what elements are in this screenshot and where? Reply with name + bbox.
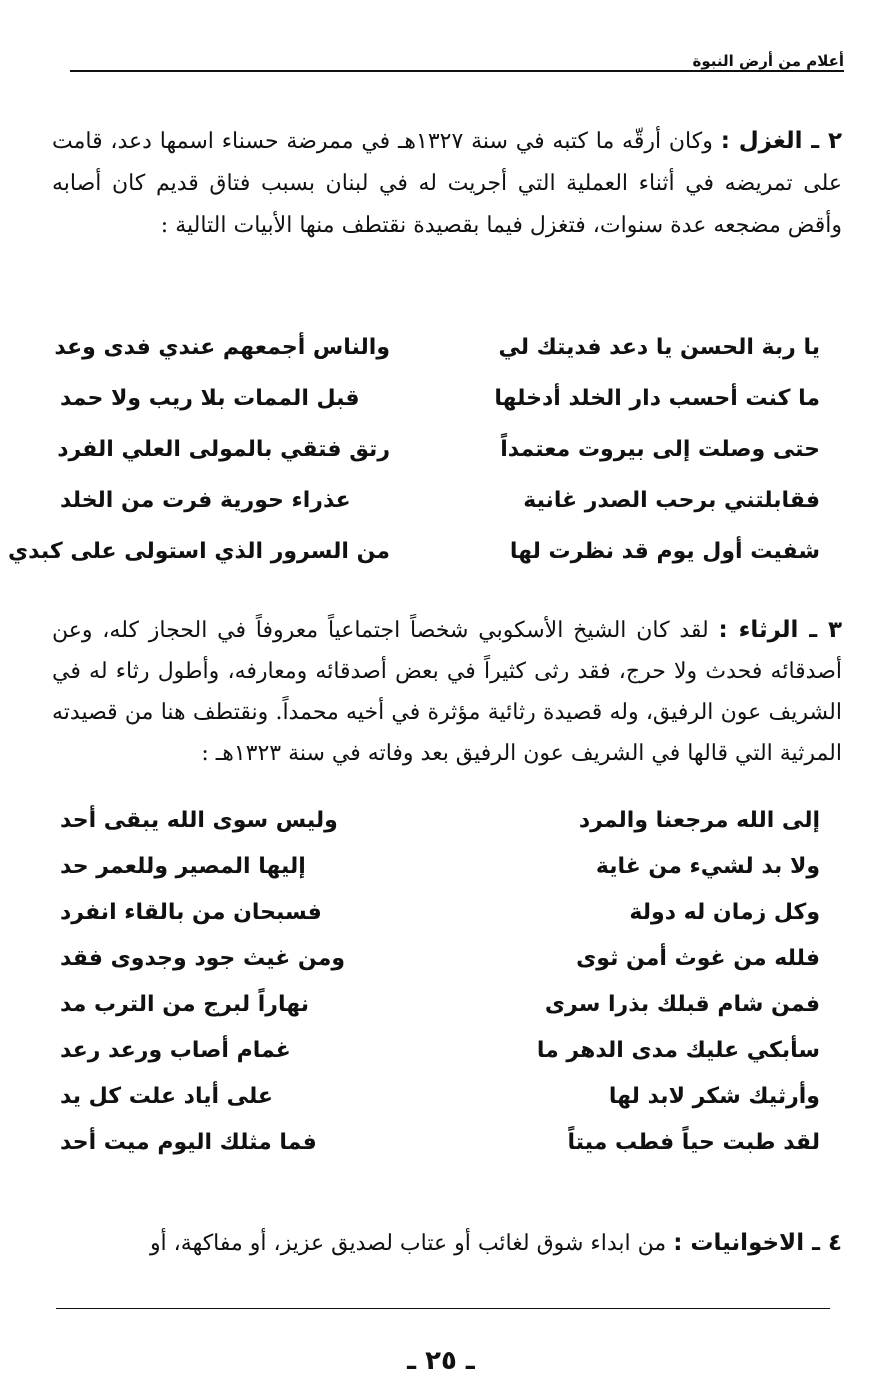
ghazal-paragraph <box>52 120 842 247</box>
verse-second-hemistich: غمام أصاب ورعد رعد <box>60 1037 291 1063</box>
verse-second-hemistich: إليها المصير وللعمر حد <box>60 853 306 879</box>
ghazal-text: وكان أرقّه ما كتبه في سنة ١٣٢٧هـ في ممرضة حسناء اسمها دعد، قامت على تمريضه في أثناء العملية التي أجريت له في لبنان بسبب فتاق قديم كان أصابه وأقض مضجعه عدة سنوات، فتغزل فيما بقصيدة نقتطف منها الأبيات التالية : <box>52 129 842 238</box>
poem-verse <box>60 1027 820 1073</box>
verse-first-hemistich: فقابلتني برحب الصدر غانية <box>523 488 820 513</box>
ghazal-heading: ٢ ـ الغزل : <box>720 128 843 154</box>
verse-second-hemistich: قبل الممات بلا ريب ولا حمد <box>60 386 360 411</box>
poem-verse <box>60 1119 820 1165</box>
verse-second-hemistich: على أياد علت كل يد <box>60 1083 273 1109</box>
verse-first-hemistich: شفيت أول يوم قد نظرت لها <box>509 539 820 564</box>
verse-first-hemistich: فلله من غوث أمن ثوى <box>576 945 820 971</box>
verse-second-hemistich: والناس أجمعهم عندي فدى وعد <box>54 335 390 360</box>
verse-second-hemistich: من السرور الذي استولى على كبدي <box>8 539 390 564</box>
verse-second-hemistich: فما مثلك اليوم ميت أحد <box>60 1129 317 1155</box>
poem-verse <box>8 526 820 577</box>
poem-verse <box>60 797 820 843</box>
verse-second-hemistich: رتق فتقي بالمولى العلي الفرد <box>57 437 390 462</box>
running-title: أعلام من أرض النبوة <box>692 52 844 70</box>
verse-second-hemistich: نهاراً لبرج من الترب مد <box>60 991 309 1017</box>
footer-rule <box>56 1308 830 1309</box>
poem-verse <box>60 1073 820 1119</box>
ikhwaniyat-paragraph <box>52 1222 842 1265</box>
ikhwaniyat-heading: ٤ ـ الاخوانيات : <box>673 1230 842 1256</box>
verse-first-hemistich: وأرثيك شكر لابد لها <box>608 1083 820 1109</box>
verse-first-hemistich: فمن شام قبلك بذرا سرى <box>544 991 820 1017</box>
ritha-paragraph <box>52 610 842 774</box>
verse-first-hemistich: وكل زمان له دولة <box>629 899 820 925</box>
verse-second-hemistich: ومن غيث جود وجدوى فقد <box>60 945 345 971</box>
verse-second-hemistich: وليس سوى الله يبقى أحد <box>60 807 338 833</box>
verse-second-hemistich: فسبحان من بالقاء انفرد <box>60 899 322 925</box>
poem-verse <box>60 475 820 526</box>
poem-verse <box>60 935 820 981</box>
ritha-poem <box>60 797 820 1165</box>
poem-verse <box>60 981 820 1027</box>
poem-verse <box>57 424 820 475</box>
ghazal-poem <box>8 322 820 577</box>
header-rule <box>70 70 844 72</box>
ikhwaniyat-text: من ابداء شوق لغائب أو عتاب لصديق عزيز، أو مفاكهة، أو <box>149 1231 667 1256</box>
ritha-text: لقد كان الشيخ الأسكوبي شخصاً اجتماعياً معروفاً في الحجاز كله، وعن أصدقائه فحدث ولا حرج، فقد رثى كثيراً في بعض أصدقائه ومعارفه، وأطول رثاء له في الشريف عون الرفيق، وله قصيدة رثائية مؤثرة في أخيه محمداً. ونقتطف هنا من قصيدته المرثية التي قالها في الشريف عون الرفيق بعد وفاته في سنة ١٣٢٣هـ : <box>52 618 842 766</box>
verse-first-hemistich: لقد طبت حياً فطب ميتاً <box>567 1129 820 1155</box>
verse-first-hemistich: سأبكي عليك مدى الدهر ما <box>536 1037 820 1063</box>
verse-first-hemistich: إلى الله مرجعنا والمرد <box>578 807 820 833</box>
verse-second-hemistich: عذراء حورية فرت من الخلد <box>60 488 351 513</box>
page-number: ـ ٢٥ ـ <box>407 1346 475 1376</box>
verse-first-hemistich: ولا بد لشيء من غاية <box>595 853 820 879</box>
poem-verse <box>60 889 820 935</box>
poem-verse <box>54 322 820 373</box>
verse-first-hemistich: يا ربة الحسن يا دعد فديتك لي <box>498 335 820 360</box>
ritha-heading: ٣ ـ الرثاء : <box>718 617 842 643</box>
verse-first-hemistich: ما كنت أحسب دار الخلد أدخلها <box>494 386 820 411</box>
poem-verse <box>60 373 820 424</box>
poem-verse <box>60 843 820 889</box>
verse-first-hemistich: حتى وصلت إلى بيروت معتمداً <box>500 437 820 462</box>
